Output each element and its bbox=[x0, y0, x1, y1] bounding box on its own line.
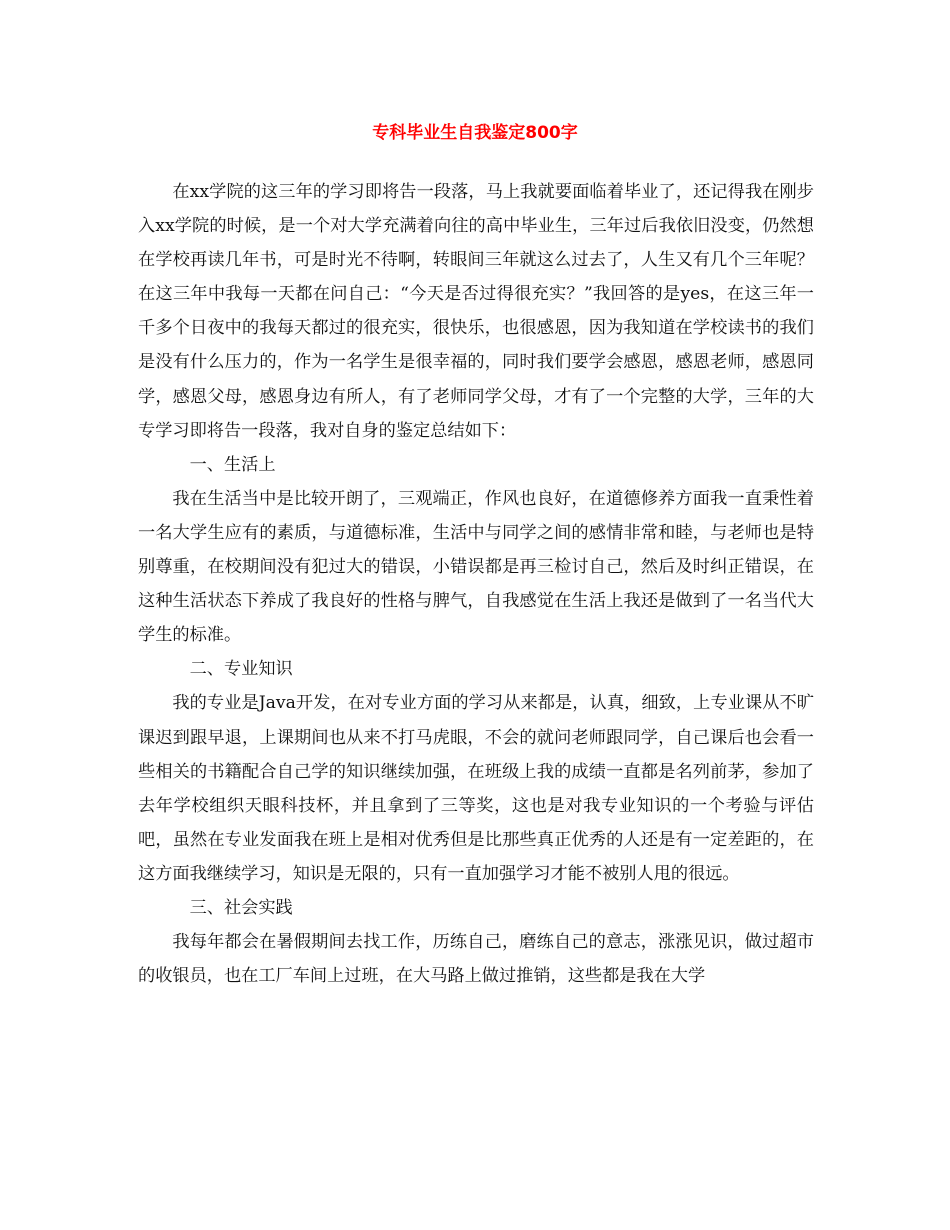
document-body bbox=[138, 175, 814, 993]
section-heading-social-practice: 三、社会实践 bbox=[189, 897, 293, 918]
paragraph-life: 我在生活当中是比较开朗了，三观端正，作风也良好，在道德修养方面我一直秉性着一名大学生应有的素质，与道德标准，生活中与同学之间的感情非常和睦，与老师也是特别尊重，在校期间没有犯过大的错误，小错误都是再三检讨自己，然后及时纠正错误，在这种生活状态下养成了我良好的性格与脾气，自我感觉在生活上我还是做到了一名当代大学生的标准。 bbox=[138, 488, 814, 646]
document-title: 专科毕业生自我鉴定800字 bbox=[372, 123, 578, 143]
paragraph-social-practice: 我每年都会在暑假期间去找工作，历练自己，磨练自己的意志，涨涨见识，做过超市的收银员，也在工厂车间上过班，在大马路上做过推销，这些都是我在大学 bbox=[138, 932, 814, 987]
paragraph-professional: 我的专业是Java开发，在对专业方面的学习从来都是，认真，细致，上专业课从不旷课迟到跟早退，上课期间也从来不打马虎眼，不会的就问老师跟同学，自己课后也会看一些相关的书籍配合自己学的知识继续加强，在班级上我的成绩一直都是名列前茅，参加了去年学校组织天眼科技杯，并且拿到了三等奖，这也是对我专业知识的一个考验与评估吧，虽然在专业发面我在班上是相对优秀但是比那些真正优秀的人还是有一定差距的，在这方面我继续学习，知识是无限的，只有一直加强学习才能不被别人甩的很远。 bbox=[138, 693, 814, 884]
paragraph-intro: 在xx学院的这三年的学习即将告一段落，马上我就要面临着毕业了，还记得我在刚步入xx学院的时候，是一个对大学充满着向往的高中毕业生，三年过后我依旧没变，仍然想在学校再读几年书，可是时光不待啊，转眼间三年就这么过去了，人生又有几个三年呢？在这三年中我每一天都在问自己：“今天是否过得很充实？”我回答的是yes，在这三年一千多个日夜中的我每天都过的很充实，很快乐，也很感恩，因为我知道在学校读书的我们是没有什么压力的，作为一名学生是很幸福的，同时我们要学会感恩，感恩老师，感恩同学，感恩父母，感恩身边有所人，有了老师同学父母，才有了一个完整的大学，三年的大专学习即将告一段落，我对自身的鉴定总结如下： bbox=[138, 182, 814, 441]
section-heading-life: 一、生活上 bbox=[189, 454, 276, 475]
section-heading-professional: 二、专业知识 bbox=[189, 659, 293, 680]
